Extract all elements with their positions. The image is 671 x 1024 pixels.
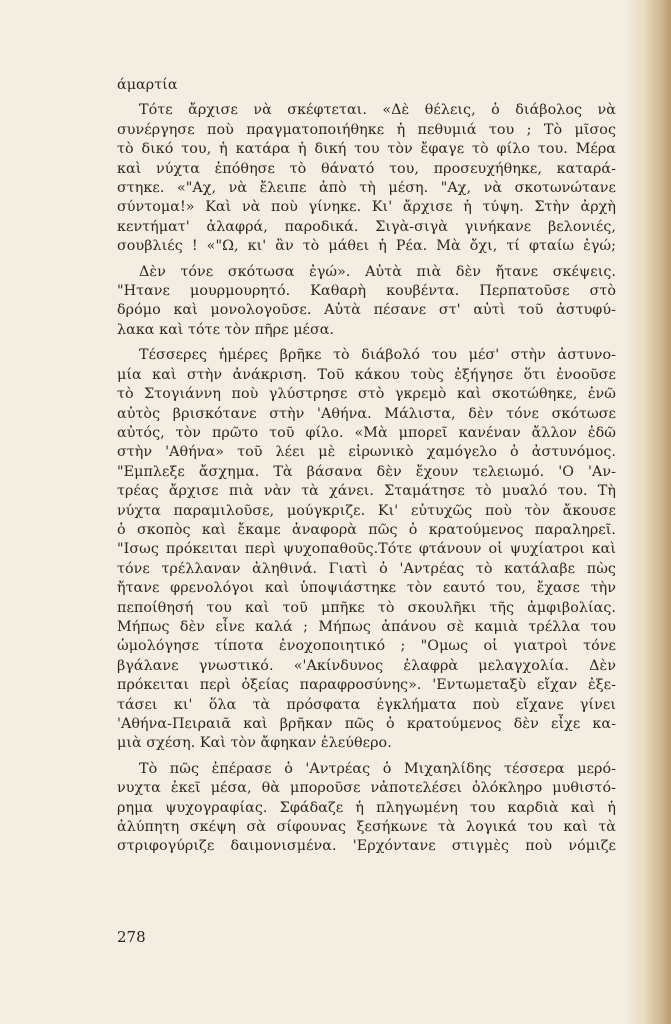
- text-line: Τότε ἄρχισε νὰ σκέφτεται. «Δὲ θέλεις, ὁ διάβολος νὰ: [139, 102, 616, 119]
- text-line: ἤτανε φρενολόγοι καὶ ὑποψιάστηκε τὸν εαυτό του, ἔχασε τὴν: [117, 580, 616, 597]
- text-line: τάσει κι' ὅλα τὰ πρόσφατα ἐγκλήματα ποὺ εἴχανε γίνει: [117, 696, 616, 713]
- text-line: "Εμπλεξε ἄσχημα. Τὰ βάσανα δὲν ἔχουν τελειωμό. 'Ο 'Αν-: [117, 463, 616, 480]
- paragraph: [117, 263, 616, 341]
- text-line: τόνε τρέλλαναν ἀληθινά. Γιατὶ ὁ 'Αντρέας τὸ κατάλαβε πὼς: [117, 560, 616, 577]
- text-line: πεποίθησή του καὶ τοῦ μπῆκε τὸ σκουλῆκι τῆς ἀμφιβολίας.: [117, 599, 616, 616]
- text-line: αὐτός, τὸν πρῶτο τοῦ φίλο. «Μὰ μπορεῖ κανέναν ἄλλον ἐδῶ: [117, 424, 616, 441]
- page-number: 278: [117, 928, 146, 946]
- page-spine-shadow: [625, 0, 671, 1024]
- text-line: συνέργησε ποὺ πραγματοποιήθηκε ἡ πεθυμιά του ; Τὸ μῖσος: [117, 121, 616, 138]
- text-line: 'Αθήνα-Πειραιᾶ καὶ βρῆκαν πῶς ὁ κρατούμενος δὲν εἶχε κα-: [117, 716, 616, 732]
- text-line: ὡμολόγησε τίποτα ἐνοχοποιητικό ; "Ομως οἱ γιατροὶ τόνε: [117, 638, 616, 655]
- text-line: κεντήματ' ἀλαφρά, παροδικά. Σιγὰ-σιγὰ γινήκανε βελονιές,: [117, 218, 616, 235]
- text-line: πρόκειται περὶ ὀξείας παραφροσύνης». 'Εντωμεταξὺ εἴχαν ἐξε-: [117, 677, 616, 694]
- text-line: στριφογύριζε δαιμονισμένα. 'Ερχόντανε στιγμὲς ποὺ νόμιζε: [117, 838, 616, 855]
- text-line: Δὲν τόνε σκότωσα ἐγώ». Αὐτὰ πιὰ δὲν ἤτανε σκέψεις.: [139, 263, 616, 280]
- text-line: ἀλύπητη σκέψη σὰ σίφουνας ξεσήκωνε τὰ λογικά του καὶ τὰ: [117, 819, 616, 836]
- text-line: σύντομα!» Καὶ νὰ ποὺ γίνηκε. Κι' ἄρχισε ἡ τύψη. Στὴν ἀρχὴ: [117, 199, 616, 216]
- paragraph: [117, 760, 616, 857]
- text-line: τὸ Στογιάννη ποὺ γλύστρησε στὸ γκρεμὸ καὶ σκοτώθηκε, ἐνῶ: [117, 386, 616, 403]
- paragraph: [117, 101, 616, 256]
- text-line: ρημα ψυχογραφίας. Σφάδαζε ἡ πληγωμένη του καρδιὰ καὶ ἡ: [117, 799, 616, 816]
- text-line: σουβλιές ! «"Ω, κι' ἂν τὸ μάθει ἡ Ρέα. Μὰ ὄχι, τί φταίω ἐγώ;: [117, 238, 616, 255]
- text-line: νυχτα ἐκεῖ μέσα, θὰ μποροῦσε νἀποτελέσει ὁλόκληρο μυθιστό-: [117, 780, 616, 797]
- text-line: αὐτὸς βρισκότανε στὴν 'Αθήνα. Μάλιστα, δὲν τόνε σκότωσε: [117, 405, 616, 422]
- text-line: τὸ δικό του, ἡ κατάρα ἡ δική του τὸν ἔφαγε τὸ φίλο του. Μέρα: [117, 141, 616, 158]
- text-line: νύχτα παραμιλοῦσε, μούγκριζε. Κι' εὐτυχῶς ποὺ τὸν ἄκουσε: [117, 502, 616, 519]
- paragraph: [117, 346, 616, 754]
- text-line: μία καὶ στὴν ἀνάκριση. Τοῦ κάκου τοὺς ἐξήγησε ὅτι ἐνοοῦσε: [117, 366, 616, 383]
- text-line: Μήπως δὲν εἶνε καλά ; Μήπως ἀπάνου σὲ καμιὰ τρέλλα του: [117, 618, 616, 635]
- text-line: "Ισως πρόκειται περὶ ψυχοπαθοῦς.Τότε φτάνουν οἱ ψυχίατροι καὶ: [117, 541, 616, 558]
- text-line: Τὸ πῶς ἐπέρασε ὁ 'Αντρέας ὁ Μιχαηλίδης τέσσερα μερό-: [139, 760, 616, 777]
- text-line: βγάλανε γνωστικό. «'Ακίνδυνος ἐλαφρὰ μελαγχολία. Δὲν: [117, 657, 616, 674]
- text-line: τρέας ἄρχισε πιὰ νὰν τὰ χάνει. Σταμάτησε τὸ μυαλό του. Τὴ: [117, 483, 616, 500]
- text-line: δρόμο καὶ μονολογοῦσε. Αὐτὰ πέσανε στ' αὐτὶ τοῦ ἀστυφύ-: [117, 302, 616, 319]
- text-line: λακα καὶ τότε τὸν πῆρε μέσα.: [117, 321, 335, 338]
- text-line: "Ητανε μουρμουρητό. Καθαρὴ κουβέντα. Περπατοῦσε στὸ: [117, 283, 616, 300]
- text-line: Τέσσερες ἡμέρες βρῆκε τὸ διάβολό του μέσ' στὴν ἀστυνο-: [139, 347, 616, 364]
- text-line: ὁ σκοπὸς καὶ ἔκαμε ἀναφορὰ πῶς ὁ κρατούμενος παραληρεῖ.: [117, 521, 616, 538]
- text-line: στὴν 'Αθήνα» τοῦ λέει μὲ εἰρωνικὸ χαμόγελο ὁ ἀστυνόμος.: [117, 444, 616, 461]
- text-line: άμαρτία: [117, 77, 178, 93]
- paragraph-fragment: [117, 76, 616, 95]
- body-text: [117, 76, 616, 863]
- text-line: καὶ νύχτα ἐπόθησε τὸ θάνατό του, προσευχήθηκε, καταρά-: [117, 160, 616, 177]
- text-line: στηκε. «"Αχ, νὰ ἔλειπε ἀπὸ τὴ μέση. "Αχ, νὰ σκοτωνώτανε: [117, 180, 616, 197]
- text-line: μιὰ σχέση. Καὶ τὸν ἄφηκαν ἐλεύθερο.: [117, 735, 392, 752]
